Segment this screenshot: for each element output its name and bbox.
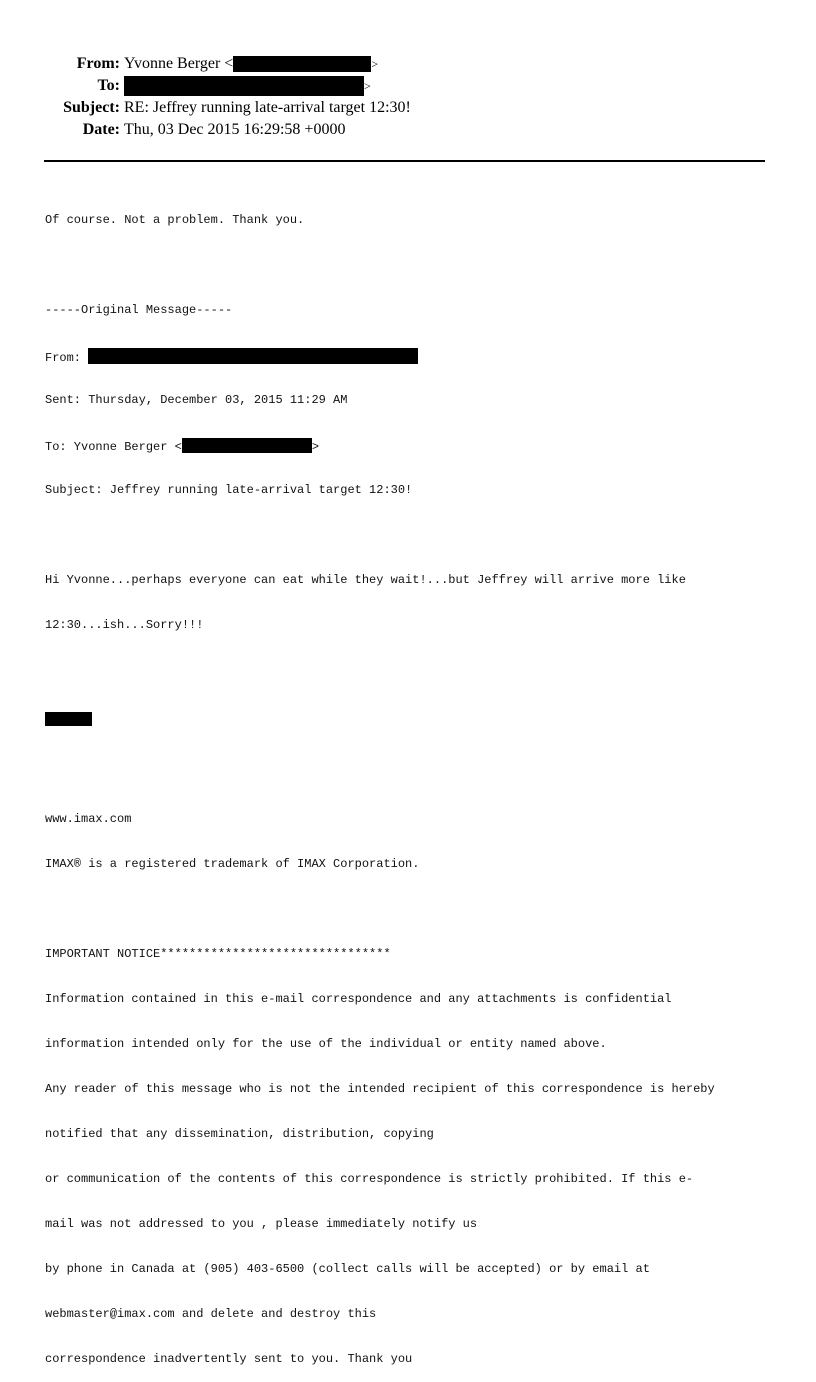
original-to-close: >	[311, 440, 320, 454]
reply-text: Of course. Not a problem. Thank you.	[45, 213, 305, 227]
redaction-box	[88, 348, 418, 364]
blank-line	[45, 258, 785, 273]
notice-line: information intended only for the use of the individual or entity named above.	[45, 1037, 607, 1051]
original-message-line-1: Hi Yvonne...perhaps everyone can eat while they wait!...but Jeffrey will arrive more like	[45, 573, 686, 587]
subject-row	[0, 97, 816, 119]
date-row	[0, 119, 816, 141]
header-divider	[44, 160, 765, 162]
original-message-line-2: 12:30...ish...Sorry!!!	[45, 618, 204, 632]
date-label: Date:	[82, 121, 120, 138]
original-to-line	[45, 438, 785, 453]
blank-line	[45, 902, 785, 917]
redaction-box	[233, 56, 371, 72]
notice-line: correspondence inadvertently sent to you. Thank you	[45, 1352, 413, 1366]
redaction-box	[124, 76, 364, 96]
email-body	[45, 183, 785, 1382]
from-value	[124, 53, 378, 75]
original-from-line	[45, 348, 785, 363]
from-name: Yvonne Berger <	[124, 55, 234, 72]
notice-line: by phone in Canada at (905) 403-6500 (collect calls will be accepted) or by email at	[45, 1262, 650, 1276]
notice-line: Information contained in this e-mail correspondence and any attachments is confidential	[45, 992, 672, 1006]
trademark-text: IMAX® is a registered trademark of IMAX Corporation.	[45, 857, 420, 871]
to-value	[124, 75, 371, 97]
to-row	[0, 75, 816, 97]
notice-line: Any reader of this message who is not the intended recipient of this correspondence is hereby	[45, 1082, 715, 1096]
notice-line: mail was not addressed to you , please immediately notify us	[45, 1217, 478, 1231]
original-to-label: To: Yvonne Berger <	[45, 440, 182, 454]
notice-line: notified that any dissemination, distribution, copying	[45, 1127, 434, 1141]
to-label: To:	[97, 77, 120, 94]
to-close: >	[364, 79, 371, 93]
original-subject-line: Subject: Jeffrey running late-arrival target 12:30!	[45, 483, 413, 497]
subject-value: RE: Jeffrey running late-arrival target 12:30!	[124, 99, 411, 116]
signature-redaction-box	[45, 712, 92, 726]
notice-line: or communication of the contents of this correspondence is strictly prohibited. If this e-	[45, 1172, 694, 1186]
from-close: >	[371, 57, 379, 71]
original-sent-line: Sent: Thursday, December 03, 2015 11:29 AM	[45, 393, 348, 407]
date-value: Thu, 03 Dec 2015 16:29:58 +0000	[124, 121, 346, 138]
email-header	[0, 53, 816, 141]
redaction-box	[182, 438, 312, 453]
blank-line	[45, 767, 785, 782]
website-link[interactable]: www.imax.com	[45, 812, 132, 826]
notice-line: IMPORTANT NOTICE********************************	[45, 947, 391, 961]
notice-line: webmaster@imax.com and delete and destroy this	[45, 1307, 377, 1321]
from-label: From:	[76, 55, 120, 72]
original-message-header: -----Original Message-----	[45, 303, 233, 317]
subject-label: Subject:	[63, 99, 120, 116]
from-row	[0, 53, 816, 75]
blank-line	[45, 663, 785, 678]
blank-line	[45, 528, 785, 543]
original-from-label: From:	[45, 351, 89, 365]
